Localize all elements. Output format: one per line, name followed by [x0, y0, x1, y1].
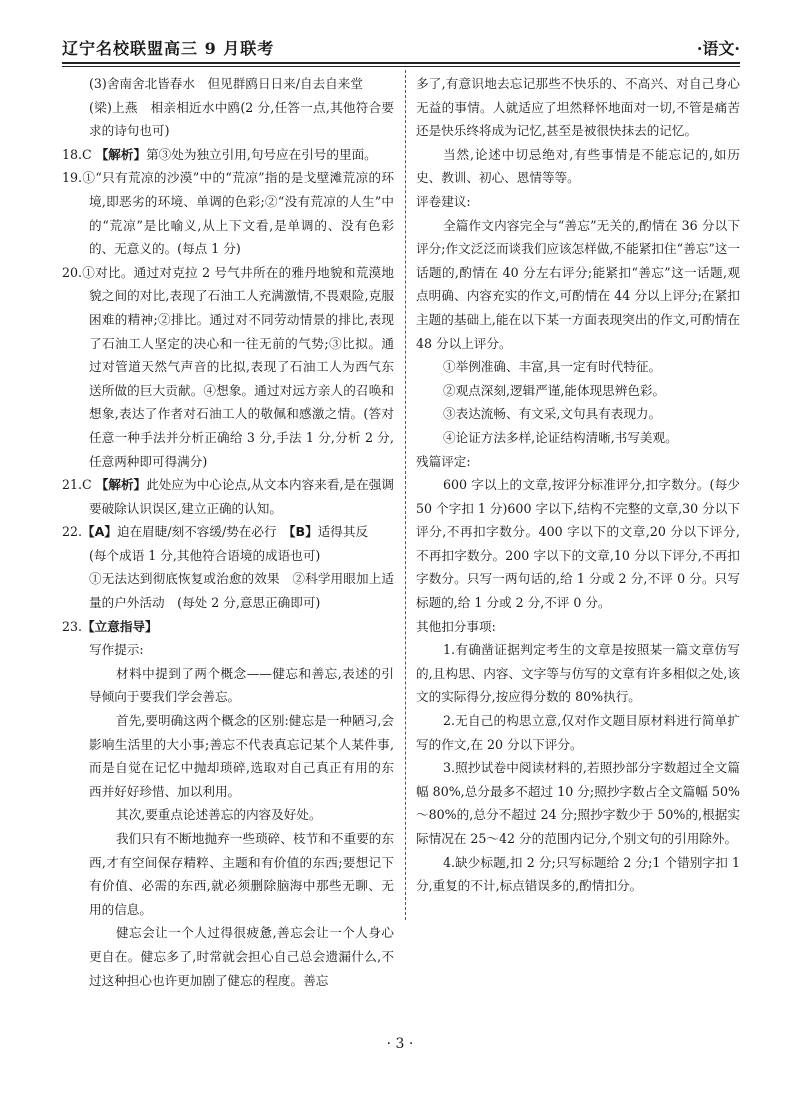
page-number: · 3 ·	[386, 1036, 414, 1052]
deduction-3: 3.照抄试卷中阅读材料的,若照抄部分字数超过全文篇幅 80%,总分最多不超过 10 分;照抄字数占全文篇幅 50%～80%的,总分不超过 24 分;照抄字数少于 50%的,根据实际情况在 25～42 分的范围内记分,个别文句的引用除外。	[416, 760, 740, 846]
q20-answer: 20.①对比。通过对克拉 2 号气井所在的雅丹地貌和荒漠地貌之间的对比,表现了石油工人充满激情,不畏艰险,克服困难的精神;②排比。通过对不同劳动情景的排比,表现了石油工人坚定的决心和一往无前的气势;③比拟。通过对管道天然气声音的比拟,表现了石油工人为西气东送所做的巨大贡献。④想象。通过对远方亲人的召唤和想象,表达了作者对石油工人的敬佩和感激之情。(答对任意一种手法并分析正确给 3 分,手法 1 分,分析 2 分,任意两种即可得满分)	[62, 264, 394, 469]
header-rule-thin	[62, 66, 740, 67]
criterion-2: ②观点深刻,逻辑严谨,能体现思辨色彩。	[443, 382, 666, 398]
scoring-advice-heading: 评卷建议:	[416, 193, 471, 209]
q22-number: 22.	[62, 524, 83, 540]
q23-heading	[62, 615, 394, 639]
left-column	[62, 72, 394, 992]
q22-tag-b: 【B】	[289, 524, 318, 540]
writing-tip-label: 写作提示:	[89, 642, 144, 658]
header-rule	[62, 62, 740, 64]
right-column	[416, 72, 740, 898]
q18-tag: 【解析】	[95, 146, 147, 162]
q18-number: 18.C	[62, 146, 92, 162]
incomplete-essay-heading: 残篇评定:	[416, 453, 471, 469]
q21-answer	[62, 473, 394, 520]
deduction-1: 1.有确凿证据判定考生的文章是按照某一篇文章仿写的,且构思、内容、文字等与仿写的文章有许多相似之处,该文的实际得分,按应得分数的 80%执行。	[416, 642, 740, 705]
incomplete-essay-text: 600 字以上的文章,按评分标准评分,扣字数分。(每少 50 个字扣 1 分)600 字以下,结构不完整的文章,30 分以下评分,不再扣字数分。400 字以下的文章,20 分以下评分,不再扣字数分。200 字以下的文章,10 分以下评分,不再扣字数分。只写一两句话的,给 1 分或 2 分,不评 0 分。只写标题的,给 1 分或 2 分,不评 0 分。	[416, 477, 740, 611]
q22-part2: ①无法达到彻底恢复或治愈的效果 ②科学用眼加上适量的户外活动 (每处 2 分,意思正确即可)	[89, 571, 394, 611]
guide-paragraph-5-cont: 多了,有意识地去忘记那些不快乐的、不高兴、对自己身心无益的事情。人就适应了坦然释怀地面对一切,不管是痛苦还是快乐终将成为记忆,甚至是被很快抹去的记忆。	[416, 76, 740, 139]
criterion-3: ③表达流畅、有文采,文句具有表现力。	[443, 406, 662, 422]
q21-number: 21.C	[62, 477, 92, 493]
q23-tag: 【立意指导】	[82, 618, 158, 634]
other-deductions-heading: 其他扣分事项:	[416, 618, 496, 634]
q18-text: 第③处为独立引用,句号应在引号的里面。	[146, 146, 377, 162]
guide-paragraph-2: 首先,要明确这两个概念的区别:健忘是一种陋习,会影响生活里的大小事;善忘不代表真忘记某个人某件事,而是自觉在记忆中抛却琐碎,选取对自己真正有用的东西并好好珍惜、加以利用。	[89, 713, 394, 799]
guide-paragraph-6: 当然,论述中切忌绝对,有些事情是不能忘记的,如历史、教训、初心、恩情等等。	[416, 146, 740, 186]
deduction-4: 4.缺少标题,扣 2 分;只写标题给 2 分;1 个错别字扣 1 分,重复的不计,标点错误多的,酌情扣分。	[416, 854, 740, 894]
q21-tag: 【解析】	[95, 477, 147, 493]
column-divider	[405, 70, 406, 920]
q22-tag-a: 【A】	[82, 524, 117, 540]
q22-text-b: 适得其反	[317, 524, 369, 540]
q18-answer	[62, 143, 394, 167]
q22-note: (每个成语 1 分,其他符合语境的成语也可)	[89, 547, 321, 563]
q22-answer	[62, 520, 394, 544]
q21-text: 此处应为中心论点,从文本内容来看,是在强调要破除认识误区,建立正确的认知。	[89, 477, 394, 516]
guide-paragraph-1: 材料中提到了两个概念——健忘和善忘,表述的引导倾向于要我们学会善忘。	[89, 665, 394, 705]
guide-paragraph-4: 我们只有不断地抛弃一些琐碎、枝节和不重要的东西,才有空间保存精粹、主题和有价值的东西;要想记下有价值、必需的东西,就必须删除脑海中那些无聊、无用的信息。	[89, 831, 394, 917]
q22-text-a: 迫在眉睫/刻不容缓/势在必行	[116, 524, 290, 540]
criterion-4: ④论证方法多样,论证结构清晰,书写美观。	[443, 429, 678, 445]
q19-answer: 19.①“只有荒凉的沙漠”中的“荒凉”指的是戈壁滩荒凉的环境,即恶劣的环境、单调的色彩;②“没有荒凉的人生”中的“荒凉”是比喻义,从上下文看,是单调的、没有色彩的、无意义的。(每点 1 分)	[62, 170, 394, 257]
q17-answer-line1: (3)舍南舍北皆春水 但见群鸥日日来/自去自来堂	[89, 76, 363, 91]
exam-title: 辽宁名校联盟高三 9 月联考	[62, 39, 275, 58]
criterion-1: ①举例准确、丰富,具一定有时代特征。	[443, 359, 662, 375]
q23-number: 23.	[62, 618, 83, 634]
scoring-advice-text: 全篇作文内容完全与“善忘”无关的,酌情在 36 分以下评分;作文泛泛而谈我们应该怎样做,不能紧扣住“善忘”这一话题的,酌情在 40 分左右评分;能紧扣“善忘”这一话题,观点明确、内容充实的作文,可酌情在 44 分以上评分;在紧扣主题的基础上,能在以下某一方面表现突出的作文,可酌情在 48 分以上评分。	[416, 217, 740, 351]
guide-paragraph-5: 健忘会让一个人过得很疲惫,善忘会让一个人身心更自在。健忘多了,时常就会担心自己总会遗漏什么,不过这种担心也许更加剧了健忘的程度。善忘	[89, 925, 394, 988]
subject-label: ·语文·	[696, 39, 740, 58]
page-header	[62, 34, 740, 64]
guide-paragraph-3: 其次,要重点论述善忘的内容及好处。	[116, 807, 322, 823]
deduction-2: 2.无自己的构思立意,仅对作文题目原材料进行简单扩写的作文,在 20 分以下评分。	[416, 713, 740, 752]
q17-answer-line2: (梁)上燕 相亲相近水中鸥(2 分,任答一点,其他符合要求的诗句也可)	[89, 99, 394, 139]
